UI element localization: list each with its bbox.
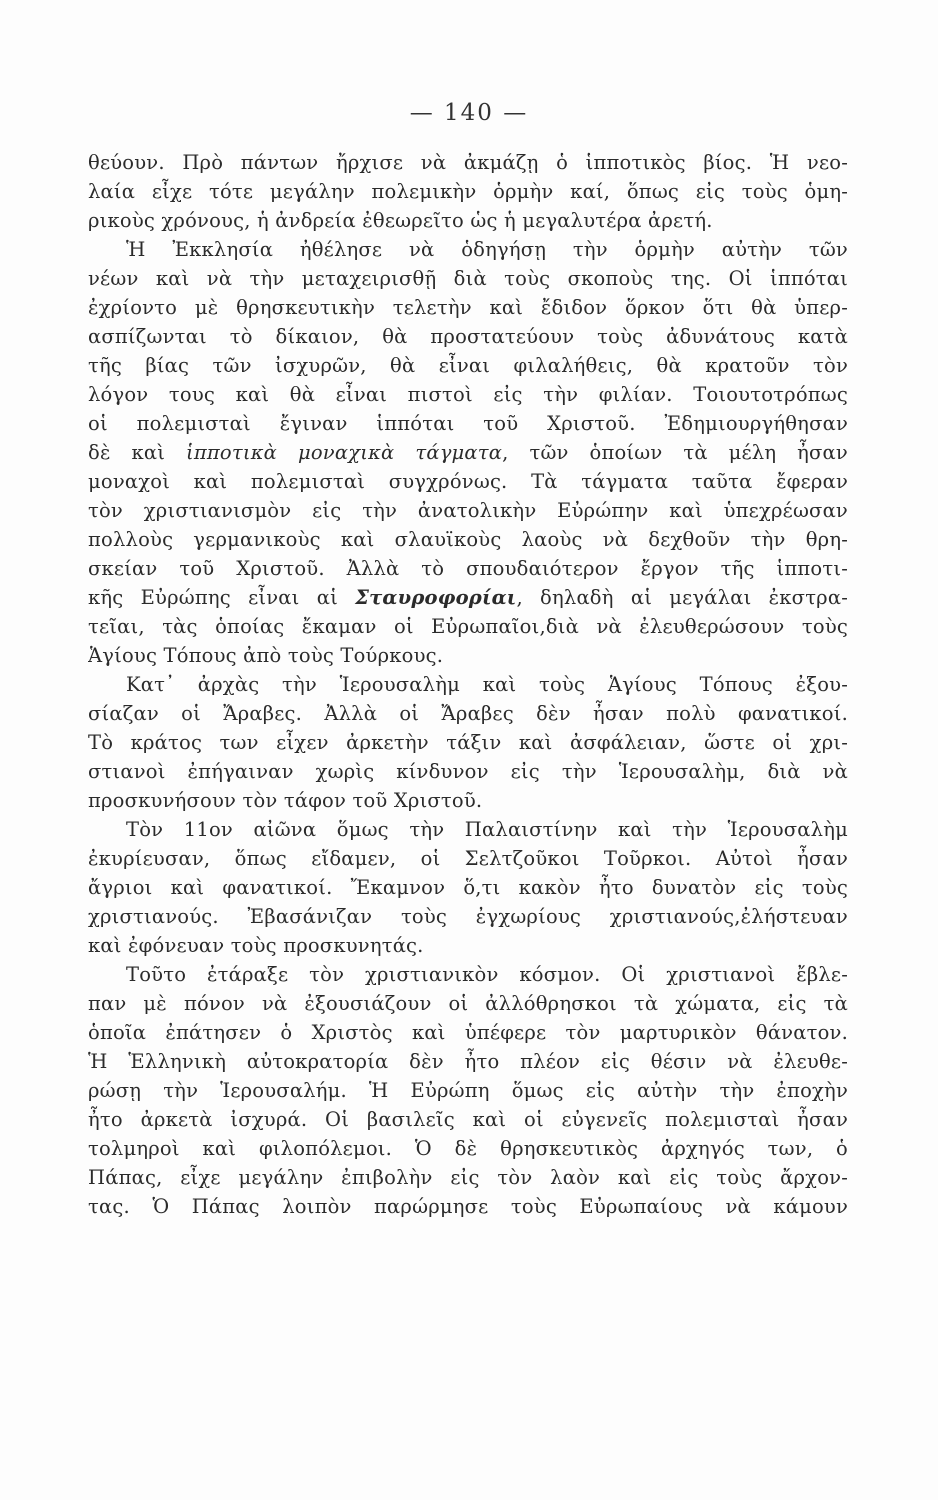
- page-number: — 140 —: [409, 100, 529, 126]
- text-segment: ἦτο ἀρκετὰ ἰσχυρά. Οἱ βασιλεῖς καὶ οἱ εὐγενεῖς πολεμισταὶ ἦσαν: [88, 1108, 848, 1131]
- bold-phrase: Σταυροφορίαι: [355, 586, 517, 609]
- text-line: [88, 1105, 848, 1134]
- text-line: [88, 1047, 848, 1076]
- text-segment: Κατ᾽ ἀρχὰς τὴν Ἱερουσαλὴμ καὶ τοὺς Ἁγίους Τόπους ἐξου-: [126, 673, 848, 696]
- text-segment: προσκυνήσουν τὸν τάφον τοῦ Χριστοῦ.: [88, 789, 483, 812]
- text-line: [88, 438, 848, 467]
- text-line: [88, 1018, 848, 1047]
- text-segment: παν μὲ πόνον νὰ ἐξουσιάζουν οἱ ἀλλόθρησκοι τὰ χώματα, εἰς τὰ: [88, 992, 848, 1015]
- text-segment: τῆς βίας τῶν ἰσχυρῶν, θὰ εἶναι φιλαλήθεις, θὰ κρατοῦν τὸν: [88, 354, 848, 377]
- text-segment: τεῖαι, τὰς ὁποίας ἔκαμαν οἱ Εὐρωπαῖοι,διὰ νὰ ἐλευθερώσουν τοὺς: [88, 615, 848, 638]
- text-segment: ὁποῖα ἐπάτησεν ὁ Χριστὸς καὶ ὑπέφερε τὸν μαρτυρικὸν θάνατον.: [88, 1021, 848, 1044]
- text-line: [88, 525, 848, 554]
- text-line: [88, 757, 848, 786]
- text-line: [88, 1134, 848, 1163]
- text-segment: στιανοὶ ἐπήγαιναν χωρὶς κίνδυνον εἰς τὴν Ἱερουσαλὴμ, διὰ νὰ: [88, 760, 848, 783]
- text-segment: πολλοὺς γερμανικοὺς καὶ σλαυϊκοὺς λαοὺς νὰ δεχθοῦν τὴν θρη-: [88, 528, 848, 551]
- text-segment: τολμηροὶ καὶ φιλοπόλεμοι. Ὁ δὲ θρησκευτικὸς ἀρχηγός των, ὁ: [88, 1137, 848, 1160]
- text-line: [88, 641, 848, 670]
- text-line: [88, 670, 848, 699]
- text-segment: Τὸ κράτος των εἶχεν ἀρκετὴν τάξιν καὶ ἀσφάλειαν, ὥστε οἱ χρι-: [88, 731, 848, 754]
- text-line: [88, 583, 848, 612]
- text-line: [88, 989, 848, 1018]
- text-line: [88, 409, 848, 438]
- text-segment: οἱ πολεμισταὶ ἔγιναν ἱππόται τοῦ Χριστοῦ. Ἐδημιουργήθησαν: [88, 412, 848, 435]
- text-segment: , τῶν ὁποίων τὰ μέλη ἦσαν: [502, 441, 848, 464]
- text-segment: τας. Ὁ Πάπας λοιπὸν παρώρμησε τοὺς Εὐρωπαίους νὰ κάμουν: [88, 1195, 848, 1218]
- text-segment: ἄγριοι καὶ φανατικοί. Ἔκαμνον ὅ,τι κακὸν ἦτο δυνατὸν εἰς τοὺς: [88, 876, 848, 899]
- text-line: [88, 1192, 848, 1221]
- text-line: [88, 902, 848, 931]
- text-line: [88, 206, 848, 235]
- text-line: [88, 786, 848, 815]
- text-segment: σκείαν τοῦ Χριστοῦ. Ἀλλὰ τὸ σπουδαιότερον ἔργον τῆς ἱπποτι-: [88, 557, 848, 580]
- italic-phrase: ἱπποτικὰ μοναχικὰ τάγματα: [186, 441, 503, 464]
- text-segment: χριστιανούς. Ἐβασάνιζαν τοὺς ἐγχωρίους χριστιανούς,ἐλήστευαν: [88, 905, 848, 928]
- text-line: [88, 148, 848, 177]
- text-line: [88, 467, 848, 496]
- text-segment: ρώσῃ τὴν Ἱερουσαλήμ. Ἡ Εὐρώπη ὅμως εἰς αὐτὴν τὴν ἐποχὴν: [88, 1079, 848, 1102]
- text-line: [88, 380, 848, 409]
- text-line: [88, 235, 848, 264]
- text-line: [88, 322, 848, 351]
- text-line: [88, 554, 848, 583]
- text-segment: τὸν χριστιανισμὸν εἰς τὴν ἀνατολικὴν Εὐρώπην καὶ ὑπεχρέωσαν: [88, 499, 848, 522]
- text-line: [88, 931, 848, 960]
- text-segment: λαία εἶχε τότε μεγάλην πολεμικὴν ὁρμὴν καί, ὅπως εἰς τοὺς ὁμη-: [88, 180, 848, 203]
- text-segment: , δηλαδὴ αἱ μεγάλαι ἐκστρα-: [516, 586, 848, 609]
- text-line: [88, 1163, 848, 1192]
- text-segment: θεύουν. Πρὸ πάντων ἤρχισε νὰ ἀκμάζῃ ὁ ἱπποτικὸς βίος. Ἡ νεο-: [88, 151, 848, 174]
- text-line: [88, 612, 848, 641]
- text-segment: ρικοὺς χρόνους, ἡ ἀνδρεία ἐθεωρεῖτο ὡς ἡ μεγαλυτέρα ἀρετή.: [88, 209, 713, 232]
- text-segment: Ἡ Ἑλληνικὴ αὐτοκρατορία δὲν ἦτο πλέον εἰς θέσιν νὰ ἐλευθε-: [88, 1050, 848, 1073]
- text-line: [88, 496, 848, 525]
- text-segment: κῆς Εὐρώπης εἶναι αἱ: [88, 586, 356, 609]
- text-line: [88, 728, 848, 757]
- text-line: [88, 815, 848, 844]
- text-segment: ασπίζωνται τὸ δίκαιον, θὰ προστατεύουν τοὺς ἀδυνάτους κατὰ: [88, 325, 848, 348]
- text-line: [88, 351, 848, 380]
- text-line: [88, 873, 848, 902]
- text-segment: Τοῦτο ἐτάραξε τὸν χριστιανικὸν κόσμον. Οἱ χριστιανοὶ ἔβλε-: [126, 963, 848, 986]
- text-line: [88, 960, 848, 989]
- text-line: [88, 699, 848, 728]
- text-line: [88, 1076, 848, 1105]
- text-segment: καὶ ἐφόνευαν τοὺς προσκυνητάς.: [88, 934, 424, 957]
- text-line: [88, 264, 848, 293]
- text-segment: ἐχρίοντο μὲ θρησκευτικὴν τελετὴν καὶ ἔδιδον ὅρκον ὅτι θὰ ὑπερ-: [88, 296, 848, 319]
- text-line: [88, 293, 848, 322]
- text-line: [88, 177, 848, 206]
- text-segment: Ἡ Ἐκκλησία ἠθέλησε νὰ ὁδηγήσῃ τὴν ὁρμὴν αὐτὴν τῶν: [126, 238, 848, 261]
- text-segment: μοναχοὶ καὶ πολεμισταὶ συγχρόνως. Τὰ τάγματα ταῦτα ἔφεραν: [88, 470, 848, 493]
- text-segment: Τὸν 11ον αἰῶνα ὅμως τὴν Παλαιστίνην καὶ τὴν Ἱερουσαλὴμ: [126, 818, 848, 841]
- text-segment: σίαζαν οἱ Ἄραβες. Ἀλλὰ οἱ Ἄραβες δὲν ἦσαν πολὺ φανατικοί.: [88, 702, 848, 725]
- text-segment: Ἁγίους Τόπους ἀπὸ τοὺς Τούρκους.: [88, 644, 444, 667]
- text-segment: νέων καὶ νὰ τὴν μεταχειρισθῇ διὰ τοὺς σκοποὺς της. Οἱ ἱππόται: [88, 267, 848, 290]
- body-text: [88, 148, 848, 1221]
- text-segment: λόγον τους καὶ θὰ εἶναι πιστοὶ εἰς τὴν φιλίαν. Τοιουτοτρόπως: [88, 383, 848, 406]
- text-line: [88, 844, 848, 873]
- text-segment: δὲ καὶ: [88, 441, 187, 464]
- text-segment: ἐκυρίευσαν, ὅπως εἴδαμεν, οἱ Σελτζοῦκοι Τοῦρκοι. Αὐτοὶ ἦσαν: [88, 847, 848, 870]
- text-segment: Πάπας, εἶχε μεγάλην ἐπιβολὴν εἰς τὸν λαὸν καὶ εἰς τοὺς ἄρχον-: [88, 1166, 848, 1189]
